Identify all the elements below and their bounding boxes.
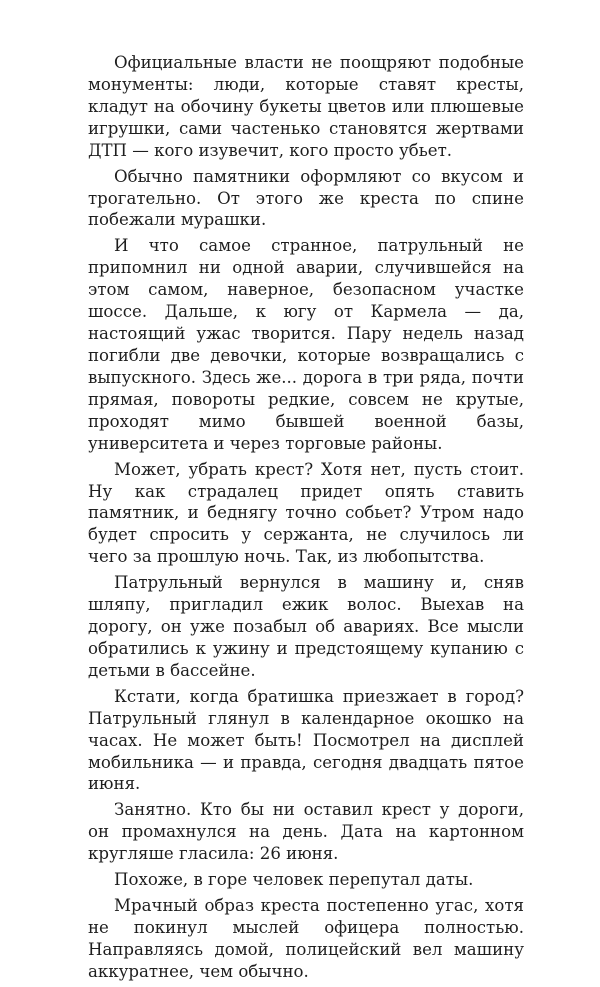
paragraph: И что самое странное, патрульный не припомнил ни одной аварии, случившейся на этом самом, наверное, безопасном участке шоссе. Дальше, к югу от Кармела — да, настоящий ужас творится. Пару недель назад погибли две девочки, которые возвращались с выпускного. Здесь же... дорога в три ряда, почти прямая, повороты редкие, совсем не крутые, проходят мимо бывшей военной базы, университета и через торговые районы. [88,236,524,453]
paragraph: Кстати, когда братишка приезжает в город? Патрульный глянул в календарное окошко на часах. Не может быть! Посмотрел на дисплей мобильника — и правда, сегодня двадцать пятое июня. [88,686,524,794]
paragraph: Может, убрать крест? Хотя нет, пусть стоит. Ну как страдалец придет опять ставить памятник, и беднягу точно собьет? Утром надо будет спросить у сержанта, не случилось ли чего за прошлую ночь. Так, из любопытства. [88,459,524,567]
paragraph: Занятно. Кто бы ни оставил крест у дороги, он промахнулся на день. Дата на картонном кругляше гласила: 26 июня. [88,800,524,864]
body-text [88,52,524,987]
paragraph: Обычно памятники оформляют со вкусом и трогательно. От этого же креста по спине побежали мурашки. [88,166,524,230]
paragraph: Похоже, в горе человек перепутал даты. [114,870,474,890]
paragraph: Мрачный образ креста постепенно угас, хотя не покинул мыслей офицера полностью. Направляясь домой, полицейский вел машину аккуратнее, чем обычно. [88,896,524,981]
paragraph: Официальные власти не поощряют подобные монументы: люди, которые ставят кресты, кладут на обочину букеты цветов или плюшевые игрушки, сами частенько становятся жертвами ДТП — кого изувечит, кого просто убьет. [88,53,524,160]
paragraph: Патрульный вернулся в машину и, сняв шляпу, пригладил ежик волос. Выехав на дорогу, он уже позабыл об авариях. Все мысли обратились к ужину и предстоящему купанию с детьми в бассейне. [88,573,524,680]
